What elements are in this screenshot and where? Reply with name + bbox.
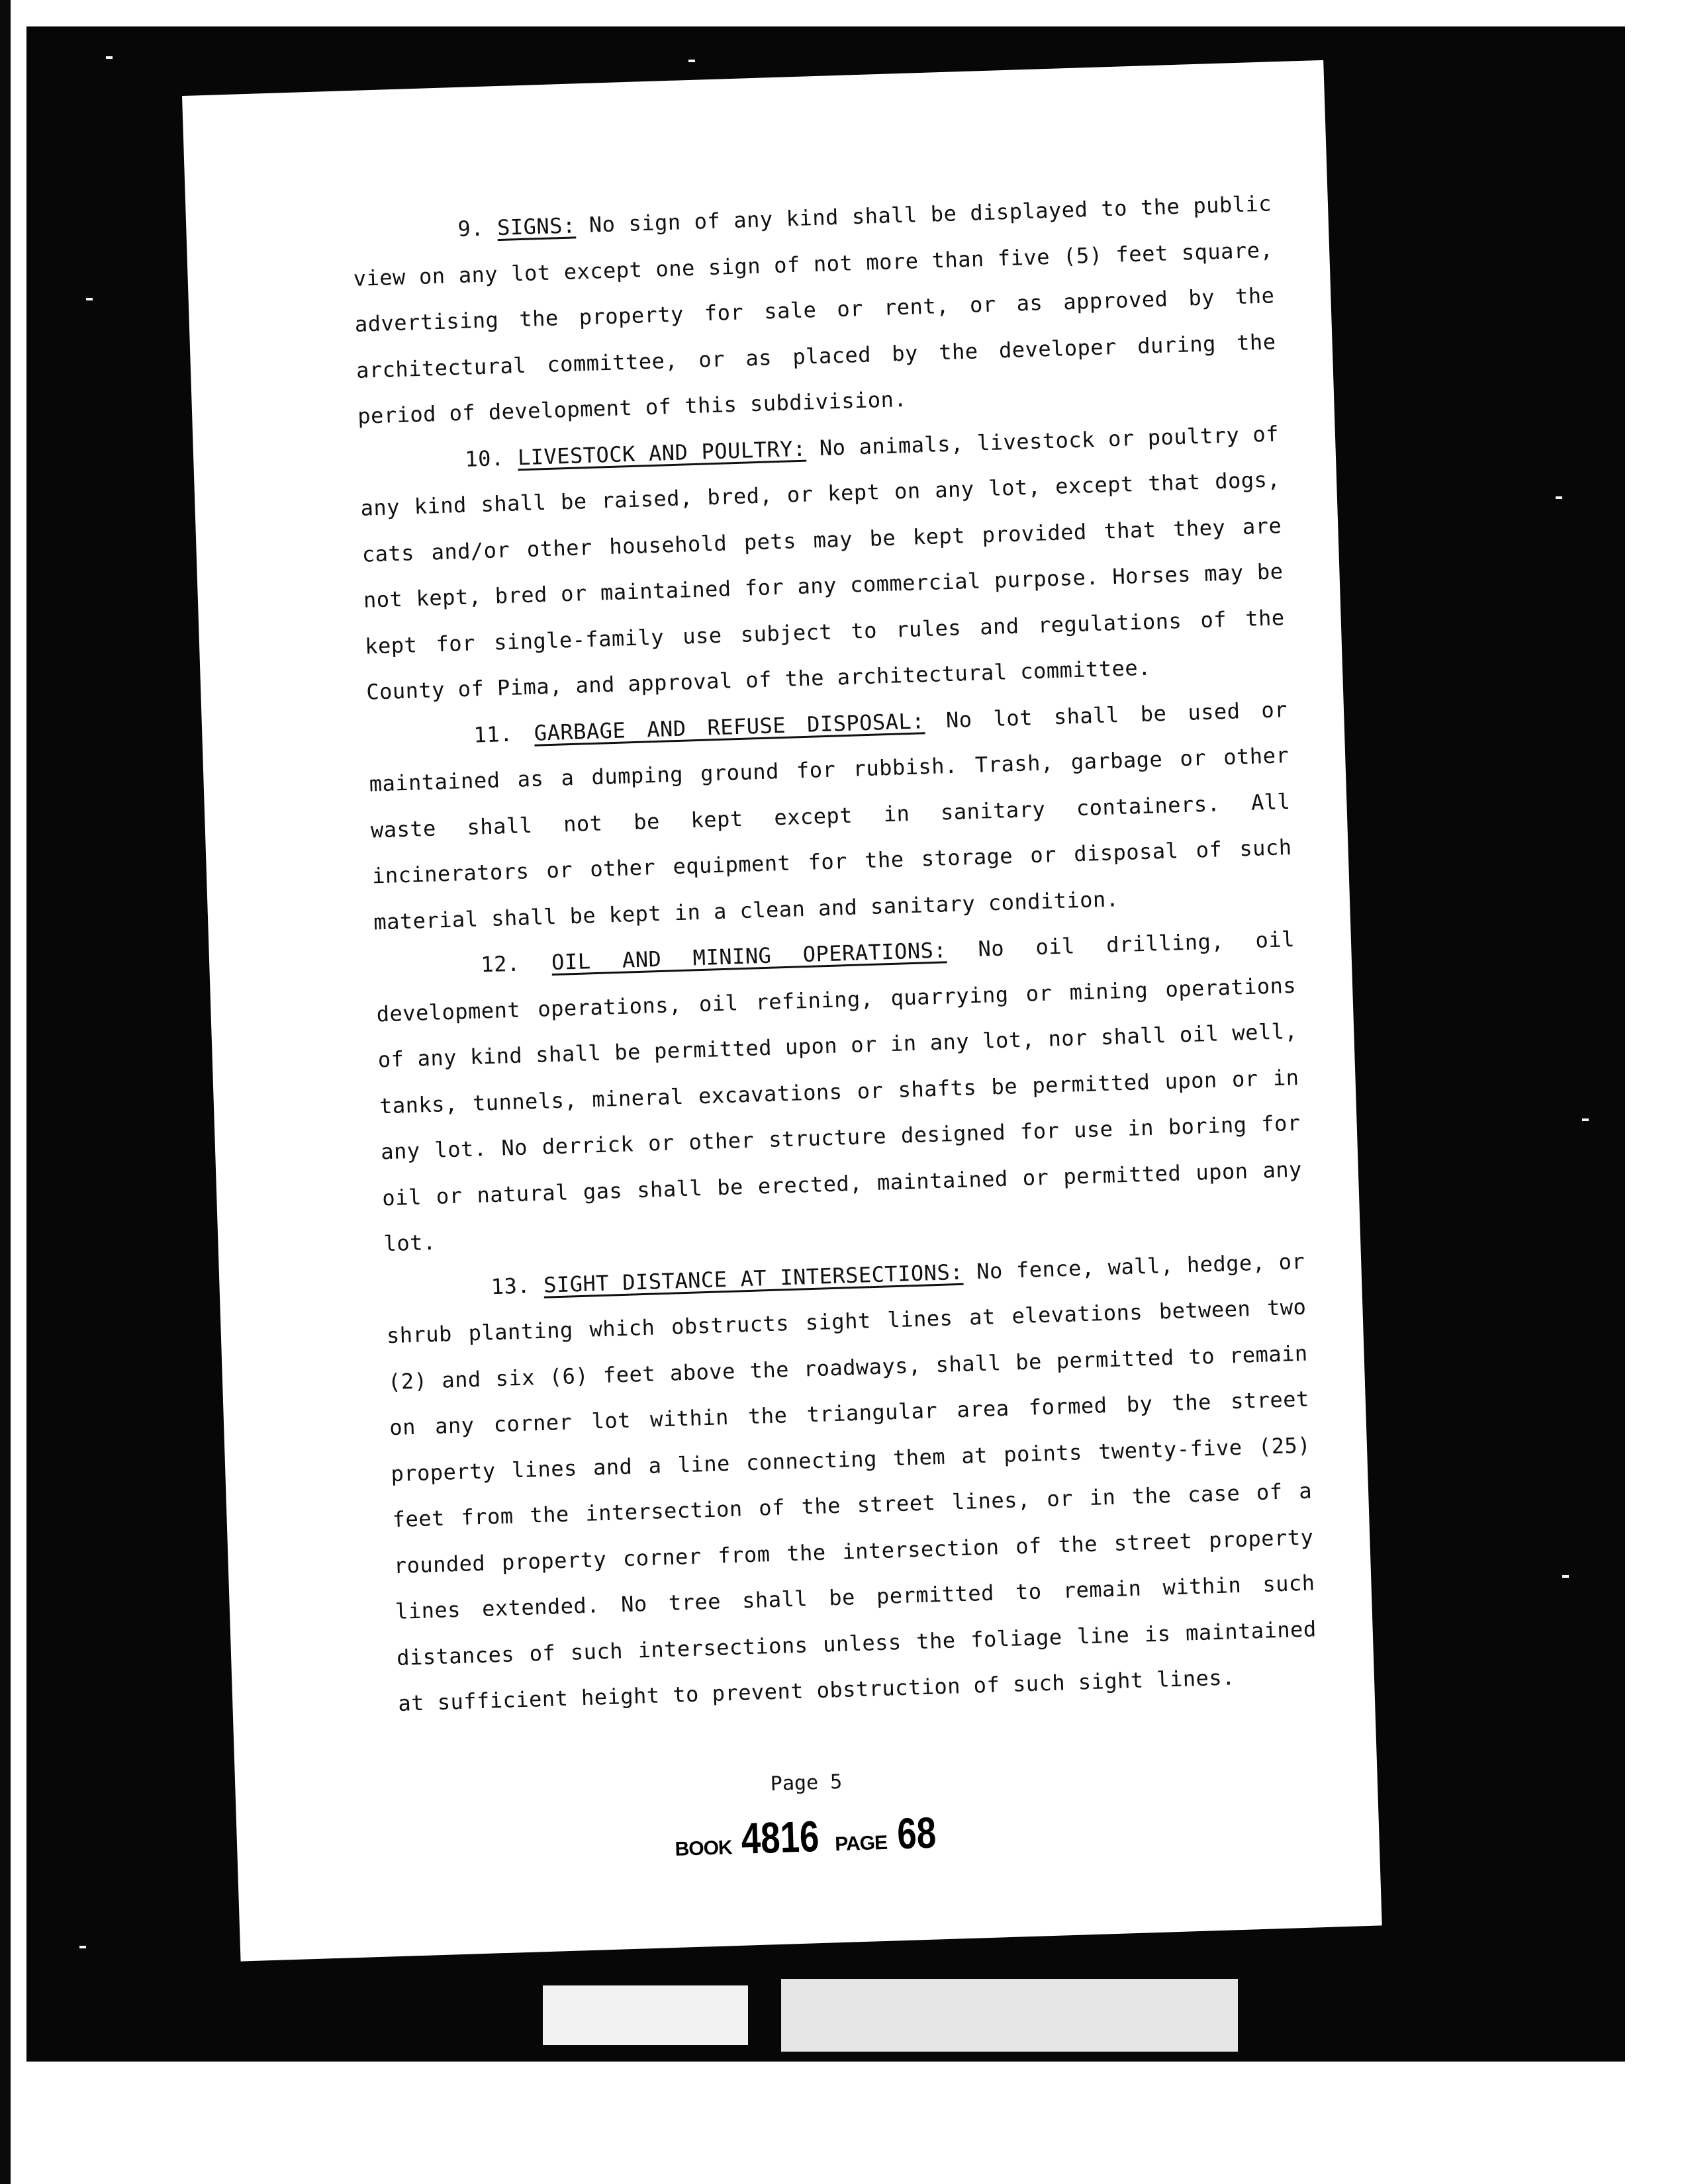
section-text: No animals, livestock or poultry of any kind shall be raised, bred, or kept on any lot, except that dogs, cats and/or other household pets may be kept provided that they are not kept, bred or maintained for any commercial purpose. Horses may be kept for single-family use subject to rules and regulations of the County of Pima, and approval of the architectural committee. [360,420,1286,705]
section-10 [358,411,1286,715]
scan-left-edge [0,0,11,2184]
scan-speck [688,60,695,62]
stamp-book-label: BOOK [675,1837,733,1860]
stamp-page-number: 68 [896,1807,937,1858]
section-heading: SIGNS: [496,212,577,241]
page-number-label: Page 5 [770,1770,843,1796]
scan-noise [543,1985,748,2045]
section-number: 13. [491,1272,531,1299]
section-text: No lot shall be used or maintained as a dumping ground for rubbish. Trash, garbage or other waste shall not be kept except in sanitary containers. All incinerators or other equipment for the storage or disposal of such material shall be kept in a clean and sanitary condition. [369,696,1293,935]
section-9 [352,181,1278,439]
scan-speck [1562,1575,1569,1578]
section-heading: SIGHT DISTANCE AT INTERSECTIONS: [543,1259,964,1298]
section-number: 10. [464,445,505,472]
section-number: 9. [457,215,485,242]
section-text: No fence, wall, hedge, or shrub planting which obstructs sight lines at elevations between two (2) and six (6) feet above the roadways, shall be permitted to remain on any corner lot within the triangular area formed by the street property lines and a line connecting them at points twenty-five (25) feet from the intersection of the street lines, or in the case of a rounded property corner from the intersection of the street property lines extended. No tree shall be permitted to remain within such distances of such intersections unless the foliage line is maintained at sufficient height to prevent obstruction of such sight lines. [386,1248,1317,1716]
scan-speck [1556,496,1562,499]
section-heading: GARBAGE AND REFUSE DISPOSAL: [534,707,925,746]
stamp-book-number: 4816 [740,1811,820,1863]
scan-speck [86,298,93,300]
scan-speck [1582,1118,1589,1121]
document-body [352,181,1319,1727]
section-number: 11. [473,721,514,748]
section-heading: LIVESTOCK AND POULTRY: [517,435,807,470]
scan-noise [781,1979,1238,2052]
section-number: 12. [480,950,521,978]
section-11 [367,687,1294,946]
section-heading: OIL AND MINING OPERATIONS: [551,937,947,976]
document-page [182,60,1382,1962]
section-13 [385,1238,1319,1727]
scan-speck [106,56,113,59]
scan-speck [79,1946,86,1948]
section-text: No oil drilling, oil development operations, oil refining, quarrying or mining operations of any kind shall be permitted upon or in any lot, nor shall oil well, tanks, tunnels, mineral excavations or shafts be permitted upon or in any lot. No derrick or other structure designed for use in boring for oil or natural gas shall be erected, maintained or permitted upon any lot. [376,926,1303,1257]
section-text: No sign of any kind shall be displayed to the public view on any lot except one sign of not more than five (5) feet square, advertising the property for sale or rent, or as approved by the architectural committee, or as placed by the developer during the period of development of this subdivision. [353,191,1277,429]
stamp-page-label: PAGE [834,1831,888,1856]
section-12 [374,917,1304,1267]
